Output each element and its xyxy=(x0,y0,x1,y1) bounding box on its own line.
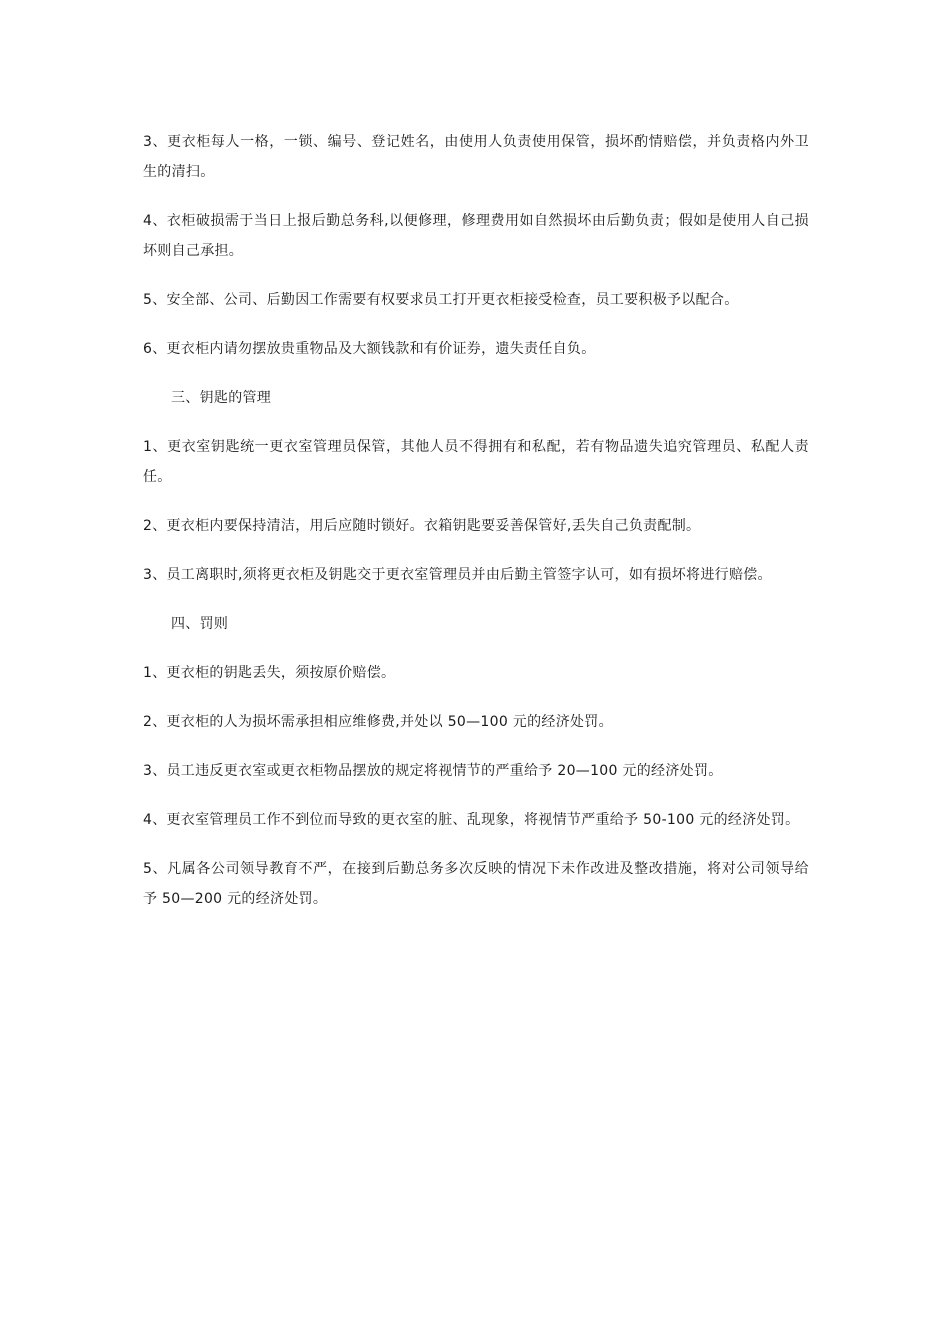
clause-penalty-placement: 3、员工违反更衣室或更衣柜物品摆放的规定将视情节的严重给予 20—100 元的经济处罚。 xyxy=(143,763,723,779)
clause-penalty-damage: 2、更衣柜的人为损坏需承担相应维修费,并处以 50—100 元的经济处罚。 xyxy=(143,714,613,730)
clause-penalty-manager: 4、更衣室管理员工作不到位而导致的更衣室的脏、乱现象，将视情节严重给予 50-100 元的经济处罚。 xyxy=(143,812,800,828)
section-heading-key-management: 三、钥匙的管理 xyxy=(171,390,272,406)
clause-key-custody: 1、更衣室钥匙统一更衣室管理员保管，其他人员不得拥有和私配，若有物品遗失追究管理员、私配人责任。 xyxy=(143,439,809,485)
section-heading-penalties: 四、罚则 xyxy=(171,616,229,632)
clause-penalty-lost-key: 1、更衣柜的钥匙丢失，须按原价赔偿。 xyxy=(143,665,396,681)
clause-locker-assignment: 3、更衣柜每人一格，一锁、编号、登记姓名，由使用人负责使用保管，损坏酌情赔偿，并负责格内外卫生的清扫。 xyxy=(143,134,809,180)
clause-locker-inspection: 5、安全部、公司、后勤因工作需要有权要求员工打开更衣柜接受检查，员工要积极予以配合。 xyxy=(143,292,739,308)
clause-locker-damage-report: 4、衣柜破损需于当日上报后勤总务科,以便修理，修理费用如自然损坏由后勤负责；假如是使用人自己损坏则自己承担。 xyxy=(143,213,809,259)
clause-locker-valuables: 6、更衣柜内请勿摆放贵重物品及大额钱款和有价证券，遗失责任自负。 xyxy=(143,341,596,357)
document-body xyxy=(143,127,809,933)
clause-key-resignation: 3、员工离职时,须将更衣柜及钥匙交于更衣室管理员并由后勤主管签字认可，如有损坏将进行赔偿。 xyxy=(143,567,772,583)
clause-key-cleanliness: 2、更衣柜内要保持清洁，用后应随时锁好。衣箱钥匙要妥善保管好,丢失自己负责配制。 xyxy=(143,518,701,534)
clause-penalty-leadership: 5、凡属各公司领导教育不严，在接到后勤总务多次反映的情况下未作改进及整改措施，将对公司领导给予 50—200 元的经济处罚。 xyxy=(143,861,809,907)
